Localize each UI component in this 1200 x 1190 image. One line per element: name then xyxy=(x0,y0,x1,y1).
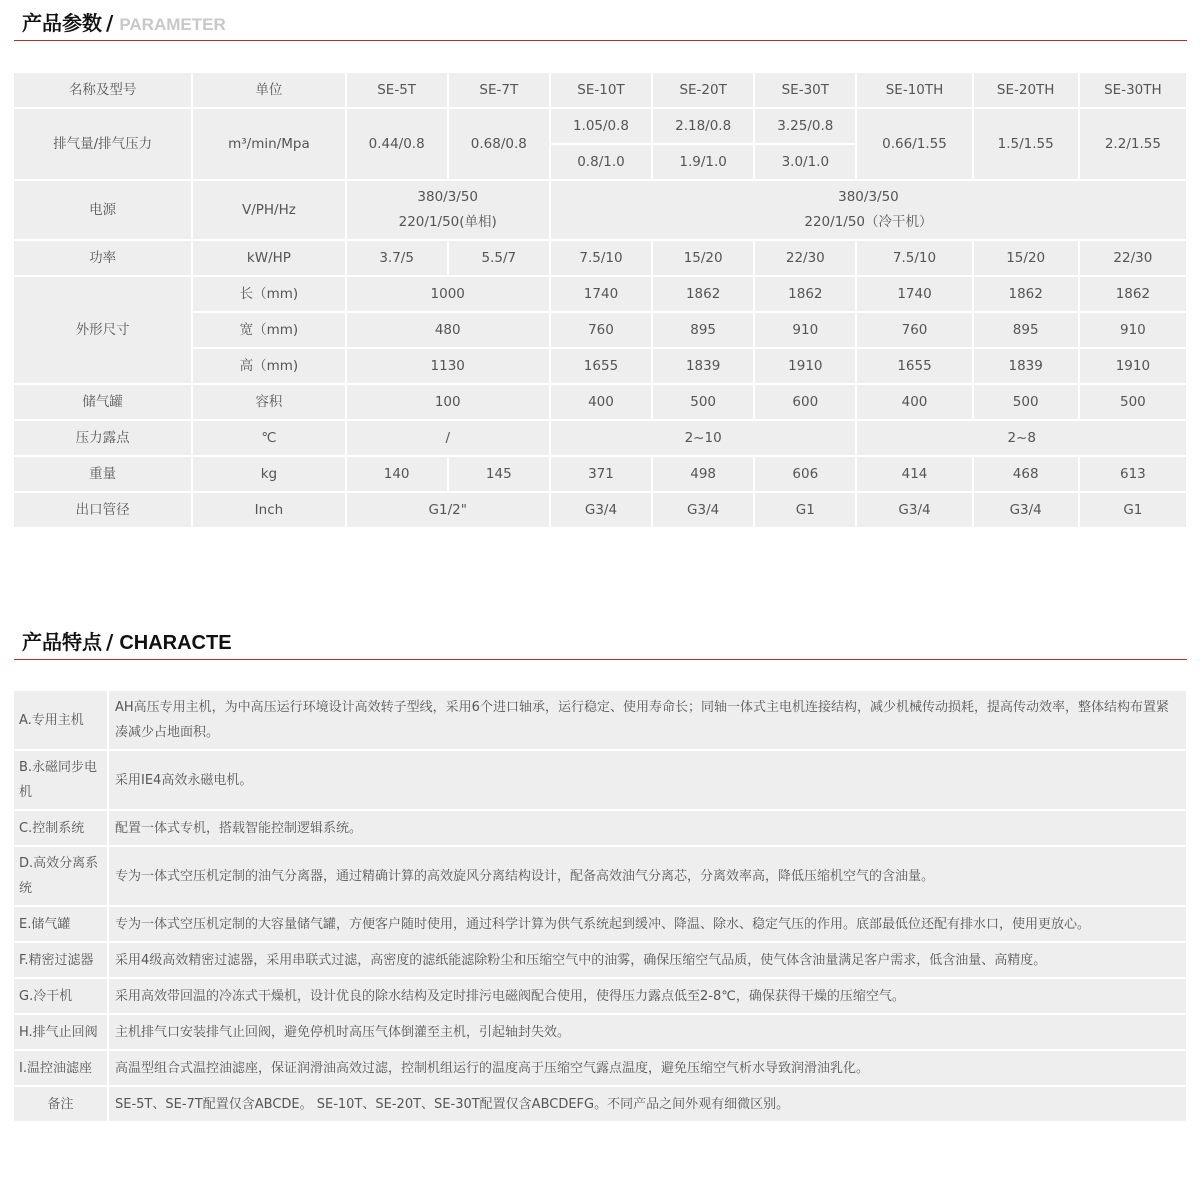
cell-value: 1.5/1.55 xyxy=(974,109,1078,179)
cell-value: 1.9/1.0 xyxy=(653,145,753,179)
cell-value: 1862 xyxy=(1080,277,1186,311)
cell-value: 500 xyxy=(653,385,753,419)
remarks-text: SE-5T、SE-7T配置仅含ABCDE。 SE-10T、SE-20T、SE-30T配置仅含ABCDEFG。不同产品之间外观有细微区别。 xyxy=(109,1087,1186,1121)
feature-text: 配置一体式专机，搭载智能控制逻辑系统。 xyxy=(109,811,1186,845)
section-title-parameter xyxy=(22,7,226,36)
cell-value: 1740 xyxy=(551,277,651,311)
feature-row xyxy=(14,847,1186,905)
cell-value: 600 xyxy=(755,385,855,419)
row-label: 电源 xyxy=(14,181,191,239)
header-model: SE-20T xyxy=(653,73,753,107)
feature-text: 专为一体式空压机定制的油气分离器，通过精确计算的高效旋风分离结构设计，配备高效油气分离芯，分离效率高，降低压缩机空气的含油量。 xyxy=(109,847,1186,905)
cell-value: 1862 xyxy=(755,277,855,311)
cell-value: G1/2" xyxy=(347,493,549,527)
cell-value: 0.68/0.8 xyxy=(449,109,549,179)
feature-row xyxy=(14,943,1186,977)
cell-value: 22/30 xyxy=(1080,241,1186,275)
feature-row xyxy=(14,1015,1186,1049)
feature-label: F.精密过滤器 xyxy=(14,943,107,977)
feature-text: 专为一体式空压机定制的大容量储气罐，方便客户随时使用，通过科学计算为供气系统起到缓冲、降温、除水、稳定气压的作用。底部最低位还配有排水口，使用更放心。 xyxy=(109,907,1186,941)
table-row-power-supply xyxy=(14,181,1186,239)
row-label: 排气量/排气压力 xyxy=(14,109,191,179)
cell-value: 140 xyxy=(347,457,447,491)
cell-value: G1 xyxy=(755,493,855,527)
cell-value: 498 xyxy=(653,457,753,491)
row-unit: 高（mm) xyxy=(193,349,344,383)
feature-label: H.排气止回阀 xyxy=(14,1015,107,1049)
title-separator: / xyxy=(106,630,114,654)
row-label: 压力露点 xyxy=(14,421,191,455)
row-unit: V/PH/Hz xyxy=(193,181,344,239)
cell-value: 1910 xyxy=(1080,349,1186,383)
table-row-flow xyxy=(14,109,1186,143)
remarks-row xyxy=(14,1087,1186,1121)
cell-value: 1839 xyxy=(974,349,1078,383)
cell-value: / xyxy=(347,421,549,455)
cell-line: 380/3/50 xyxy=(417,189,479,205)
title-en: CHARACTE xyxy=(119,632,232,654)
cell-line: 220/1/50（冷干机） xyxy=(804,214,933,230)
row-unit: 容积 xyxy=(193,385,344,419)
feature-text: 采用高效带回温的冷冻式干燥机，设计优良的除水结构及定时排污电磁阀配合使用，使得压力露点低至2-8℃，确保获得干燥的压缩空气。 xyxy=(109,979,1186,1013)
row-unit: m³/min/Mpa xyxy=(193,109,344,179)
feature-row xyxy=(14,811,1186,845)
title-en: PARAMETER xyxy=(119,15,226,34)
header-model: SE-20TH xyxy=(974,73,1078,107)
cell-value: 2.2/1.55 xyxy=(1080,109,1186,179)
row-unit: ℃ xyxy=(193,421,344,455)
cell-value: 1655 xyxy=(551,349,651,383)
cell-value: 2.18/0.8 xyxy=(653,109,753,143)
table-row-outlet xyxy=(14,493,1186,527)
feature-text: 高温型组合式温控油滤座，保证润滑油高效过滤，控制机组运行的温度高于压缩空气露点温度，避免压缩空气析水导致润滑油乳化。 xyxy=(109,1051,1186,1085)
feature-label: G.冷干机 xyxy=(14,979,107,1013)
cell-value: G1 xyxy=(1080,493,1186,527)
table-row-length xyxy=(14,277,1186,311)
title-separator: / xyxy=(106,11,114,35)
feature-label: C.控制系统 xyxy=(14,811,107,845)
feature-label: B.永磁同步电机 xyxy=(14,751,107,809)
header-model: SE-30T xyxy=(755,73,855,107)
feature-text: 主机排气口安装排气止回阀，避免停机时高压气体倒灌至主机，引起轴封失效。 xyxy=(109,1015,1186,1049)
cell-value: 895 xyxy=(653,313,753,347)
features-table xyxy=(12,689,1188,1123)
feature-label: I.温控油滤座 xyxy=(14,1051,107,1085)
cell-value: 400 xyxy=(551,385,651,419)
cell-value: 1740 xyxy=(857,277,971,311)
section-header-parameter xyxy=(14,6,1187,41)
feature-row xyxy=(14,691,1186,749)
cell-value: 480 xyxy=(347,313,549,347)
cell-value: 3.0/1.0 xyxy=(755,145,855,179)
header-model: SE-10T xyxy=(551,73,651,107)
cell-value: 606 xyxy=(755,457,855,491)
table-row-tank xyxy=(14,385,1186,419)
row-label: 重量 xyxy=(14,457,191,491)
row-label: 储气罐 xyxy=(14,385,191,419)
cell-value: 0.8/1.0 xyxy=(551,145,651,179)
table-row-weight xyxy=(14,457,1186,491)
row-unit: 长（mm) xyxy=(193,277,344,311)
cell-value: 371 xyxy=(551,457,651,491)
cell-value xyxy=(347,181,549,239)
cell-value: 1839 xyxy=(653,349,753,383)
cell-value: 1.05/0.8 xyxy=(551,109,651,143)
feature-text: AH高压专用主机，为中高压运行环境设计高效转子型线，采用6个进口轴承，运行稳定、使用寿命长；同轴一体式主电机连接结构，减少机械传动损耗，提高传动效率，整体结构布置紧凑减少占地面积。 xyxy=(109,691,1186,749)
cell-value: 22/30 xyxy=(755,241,855,275)
feature-text: 采用IE4高效永磁电机。 xyxy=(109,751,1186,809)
cell-value: 895 xyxy=(974,313,1078,347)
table-header-row xyxy=(14,73,1186,107)
cell-value: 400 xyxy=(857,385,971,419)
header-model: SE-7T xyxy=(449,73,549,107)
table-row-power xyxy=(14,241,1186,275)
feature-row xyxy=(14,751,1186,809)
cell-value: 414 xyxy=(857,457,971,491)
cell-value: 1862 xyxy=(974,277,1078,311)
row-unit: 宽（mm) xyxy=(193,313,344,347)
cell-value: 5.5/7 xyxy=(449,241,549,275)
parameter-table xyxy=(12,71,1188,529)
cell-value: 7.5/10 xyxy=(551,241,651,275)
cell-value: G3/4 xyxy=(551,493,651,527)
cell-value: 100 xyxy=(347,385,549,419)
cell-value: 15/20 xyxy=(974,241,1078,275)
cell-value: 760 xyxy=(857,313,971,347)
feature-label: A.专用主机 xyxy=(14,691,107,749)
cell-value: 2~10 xyxy=(551,421,856,455)
row-label: 外形尺寸 xyxy=(14,277,191,383)
cell-value: G3/4 xyxy=(974,493,1078,527)
feature-row xyxy=(14,1051,1186,1085)
cell-line: 220/1/50(单相) xyxy=(398,214,497,230)
cell-value: 1130 xyxy=(347,349,549,383)
cell-value: 3.25/0.8 xyxy=(755,109,855,143)
cell-line: 380/3/50 xyxy=(838,189,899,205)
cell-value: 1910 xyxy=(755,349,855,383)
cell-value: 3.7/5 xyxy=(347,241,447,275)
row-unit: kW/HP xyxy=(193,241,344,275)
row-label: 功率 xyxy=(14,241,191,275)
cell-value: 0.66/1.55 xyxy=(857,109,971,179)
header-unit: 单位 xyxy=(193,73,344,107)
feature-row xyxy=(14,907,1186,941)
row-label: 出口管径 xyxy=(14,493,191,527)
cell-value: 910 xyxy=(1080,313,1186,347)
header-model: SE-10TH xyxy=(857,73,971,107)
cell-value: 613 xyxy=(1080,457,1186,491)
cell-value: 1000 xyxy=(347,277,549,311)
feature-label: D.高效分离系统 xyxy=(14,847,107,905)
section-header-character xyxy=(14,626,1187,660)
cell-value: 2~8 xyxy=(857,421,1186,455)
cell-value: 7.5/10 xyxy=(857,241,971,275)
row-unit: kg xyxy=(193,457,344,491)
cell-value: 910 xyxy=(755,313,855,347)
cell-value: 145 xyxy=(449,457,549,491)
cell-value: 1655 xyxy=(857,349,971,383)
title-zh: 产品参数 xyxy=(22,11,102,35)
row-unit: Inch xyxy=(193,493,344,527)
cell-value: 760 xyxy=(551,313,651,347)
header-name: 名称及型号 xyxy=(14,73,191,107)
section-title-character xyxy=(22,626,232,655)
cell-value: 15/20 xyxy=(653,241,753,275)
cell-value: G3/4 xyxy=(857,493,971,527)
remarks-label: 备注 xyxy=(14,1087,107,1121)
table-row-dew-point xyxy=(14,421,1186,455)
header-model: SE-5T xyxy=(347,73,447,107)
title-zh: 产品特点 xyxy=(22,630,102,654)
cell-value: 468 xyxy=(974,457,1078,491)
cell-value: 500 xyxy=(1080,385,1186,419)
cell-value: 1862 xyxy=(653,277,753,311)
feature-text: 采用4级高效精密过滤器，采用串联式过滤，高密度的滤纸能滤除粉尘和压缩空气中的油雾，确保压缩空气品质，使气体含油量满足客户需求，低含油量、高精度。 xyxy=(109,943,1186,977)
feature-label: E.储气罐 xyxy=(14,907,107,941)
cell-value: 500 xyxy=(974,385,1078,419)
feature-row xyxy=(14,979,1186,1013)
header-model: SE-30TH xyxy=(1080,73,1186,107)
cell-value: G3/4 xyxy=(653,493,753,527)
cell-value: 0.44/0.8 xyxy=(347,109,447,179)
cell-value xyxy=(551,181,1186,239)
